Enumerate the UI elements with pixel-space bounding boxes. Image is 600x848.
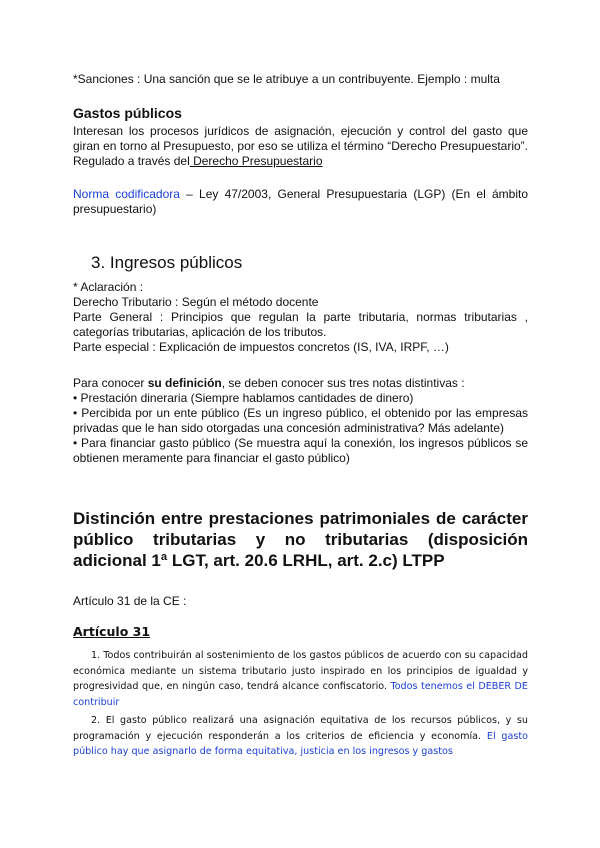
articulo-p2-text: 2. El gasto público realizará una asignación equitativa de los recursos públicos, y su programación y ejecución responderán a los criterios de eficiencia y economía. [73,715,528,742]
derecho-presupuestario-link[interactable]: Derecho Presupuestario [189,154,323,168]
gastos-text: Interesan los procesos jurídicos de asignación, ejecución y control del gasto que giran en torno al Presupuesto, por eso se utiliza el término “Derecho Presupuestario”. Regulado a través del [73,124,528,168]
definicion-bold: su definición [147,376,222,390]
ingresos-aclaracion-block [73,280,528,355]
definicion-pre: Para conocer [73,376,148,390]
ingresos-heading: 3. Ingresos públicos [91,253,243,272]
gastos-paragraph [73,124,528,169]
derecho-tributario-line: Derecho Tributario : Según el método docente [73,295,319,309]
parte-general-line: Parte General : Principios que regulan la parte tributaria, normas tributarias , categorías tributarias, aplicación de los tributos. [73,310,528,339]
bullet-prestacion: • Prestación dineraria (Siempre hablamos cantidades de dinero) [73,391,414,405]
norma-paragraph [73,187,528,217]
definicion-block [73,376,528,466]
norma-text: – Ley 47/2003, General Presupuestaria (LGP) (En el ámbito presupuestario) [73,187,528,216]
articulo-p2-note: El gasto público hay que asignarlo de forma equitativa, justicia en los ingresos y gastos [73,730,528,757]
articulo-paragraph-1 [73,648,528,710]
norma-codificadora-label: Norma codificadora [73,187,180,201]
sanciones-note: *Sanciones : Una sanción que se le atribuye a un contribuyente. Ejemplo : multa [73,72,500,86]
distincion-heading: Distinción entre prestaciones patrimoniales de carácter público tributarias y no tributarias (disposición adicional 1ª LGT, art. 20.6 LRHL, art. 2.c) LTPP [73,509,528,570]
aclaracion-label: * Aclaración : [73,280,144,294]
articulo-paragraph-2 [73,713,528,760]
gastos-heading: Gastos públicos [73,105,182,121]
articulo-31-title: Artículo 31 [73,624,151,639]
definicion-intro [73,376,528,391]
definicion-post: , se deben conocer sus tres notas distintivas : [221,376,465,390]
bullet-percibida: • Percibida por un ente público (Es un ingreso público, el obtenido por las empresas privadas que le han sido otorgadas una concesión administrativa? Más adelante) [73,406,528,435]
parte-especial-line: Parte especial : Explicación de impuestos concretos (IS, IVA, IRPF, …) [73,340,449,354]
bullet-financiar: • Para financiar gasto público (Se muestra aquí la conexión, los ingresos públicos se obtienen meramente para financiar el gasto público) [73,436,528,465]
articulo-reference: Artículo 31 de la CE : [73,594,187,608]
articulo-p1-text: 1. Todos contribuirán al sostenimiento de los gastos públicos de acuerdo con su capacidad económica mediante un sistema tributario justo inspirado en los principios de igualdad y progresividad que, en ningún caso, tendrá alcance confiscatorio. [73,650,528,692]
articulo-p1-note: Todos tenemos el DEBER DE contribuir [73,681,528,708]
